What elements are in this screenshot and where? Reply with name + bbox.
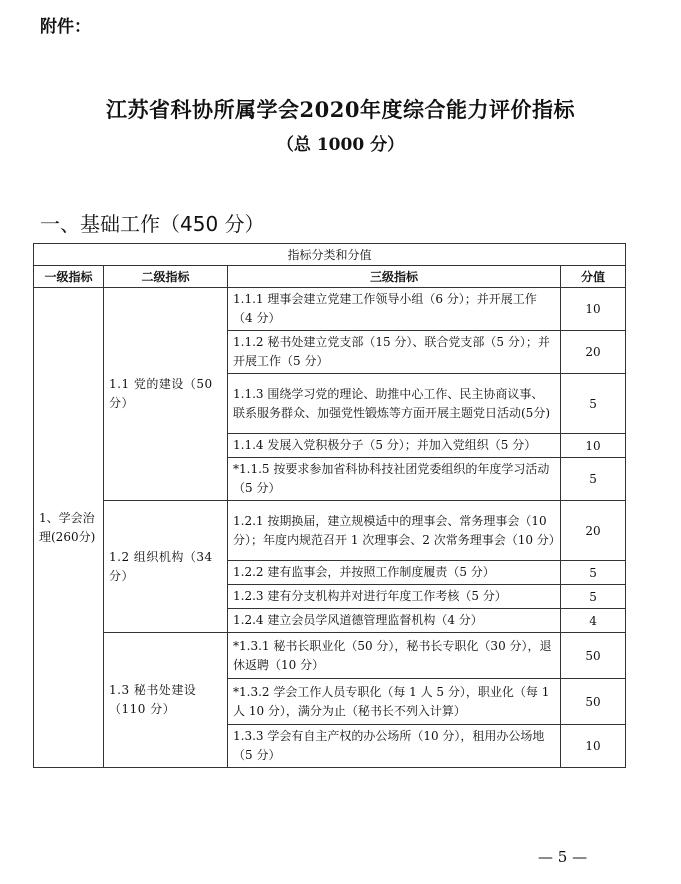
table-caption-row (34, 244, 626, 266)
indicator-table (33, 243, 626, 768)
level3-cell: 1.1.2 秘书处建立党支部（15 分）、联合党支部（5 分）；并开展工作（5 分） (228, 331, 561, 374)
score-cell: 5 (561, 585, 626, 609)
table-header-row (34, 266, 626, 288)
score-cell: 10 (561, 288, 626, 331)
level1-cell: 1、学会治理(260分) (34, 288, 104, 768)
level3-cell: 1.1.3 围绕学习党的理论、助推中心工作、民主协商议事、联系服务群众、加强党性锻炼等方面开展主题党日活动(5分) (228, 374, 561, 434)
section-heading: 一、基础工作（450 分） (40, 212, 265, 236)
level2-cell: 1.1 党的建设（50 分） (104, 288, 228, 501)
score-cell: 20 (561, 501, 626, 561)
level3-cell: 1.2.1 按期换届，建立规模适中的理事会、常务理事会（10 分）；年度内规范召开 1 次理事会、2 次常务理事会（10 分） (228, 501, 561, 561)
table-row (34, 288, 626, 331)
header-score: 分值 (561, 266, 626, 288)
header-level2: 二级指标 (104, 266, 228, 288)
level2-cell: 1.3 秘书处建设（110 分） (104, 633, 228, 768)
level3-cell: 1.1.4 发展入党积极分子（5 分）；并加入党组织（5 分） (228, 434, 561, 458)
level3-cell: *1.3.1 秘书长职业化（50 分），秘书长专职化（30 分），退休返聘（10 分） (228, 633, 561, 679)
level3-cell: *1.3.2 学会工作人员专职化（每 1 人 5 分），职业化（每 1 人 10 分），满分为止（秘书长不列入计算） (228, 679, 561, 725)
level3-cell: 1.1.1 理事会建立党建工作领导小组（6 分）；并开展工作（4 分） (228, 288, 561, 331)
score-cell: 20 (561, 331, 626, 374)
score-cell: 4 (561, 609, 626, 633)
score-cell: 10 (561, 725, 626, 768)
header-level3: 三级指标 (228, 266, 561, 288)
level3-cell: 1.3.3 学会有自主产权的办公场所（10 分），租用办公场地（5 分） (228, 725, 561, 768)
table-caption: 指标分类和分值 (34, 244, 626, 266)
table-row (34, 501, 626, 561)
score-cell: 50 (561, 633, 626, 679)
attachment-label: 附件： (40, 17, 91, 37)
level3-cell: 1.2.3 建有分支机构并对进行年度工作考核（5 分） (228, 585, 561, 609)
level3-cell: 1.2.2 建有监事会，并按照工作制度履责（5 分） (228, 561, 561, 585)
score-cell: 5 (561, 561, 626, 585)
score-cell: 5 (561, 458, 626, 501)
score-cell: 5 (561, 374, 626, 434)
document-subtitle: （总 1000 分） (276, 135, 405, 155)
level3-cell: *1.1.5 按要求参加省科协科技社团党委组织的年度学习活动（5 分） (228, 458, 561, 501)
level3-cell: 1.2.4 建立会员学风道德管理监督机构（4 分） (228, 609, 561, 633)
header-level1: 一级指标 (34, 266, 104, 288)
document-title: 江苏省科协所属学会2020年度综合能力评价指标 (106, 97, 575, 122)
table-row (34, 633, 626, 679)
score-cell: 10 (561, 434, 626, 458)
score-cell: 50 (561, 679, 626, 725)
page-number: — 5 — (538, 848, 588, 866)
level2-cell: 1.2 组织机构（34 分） (104, 501, 228, 633)
